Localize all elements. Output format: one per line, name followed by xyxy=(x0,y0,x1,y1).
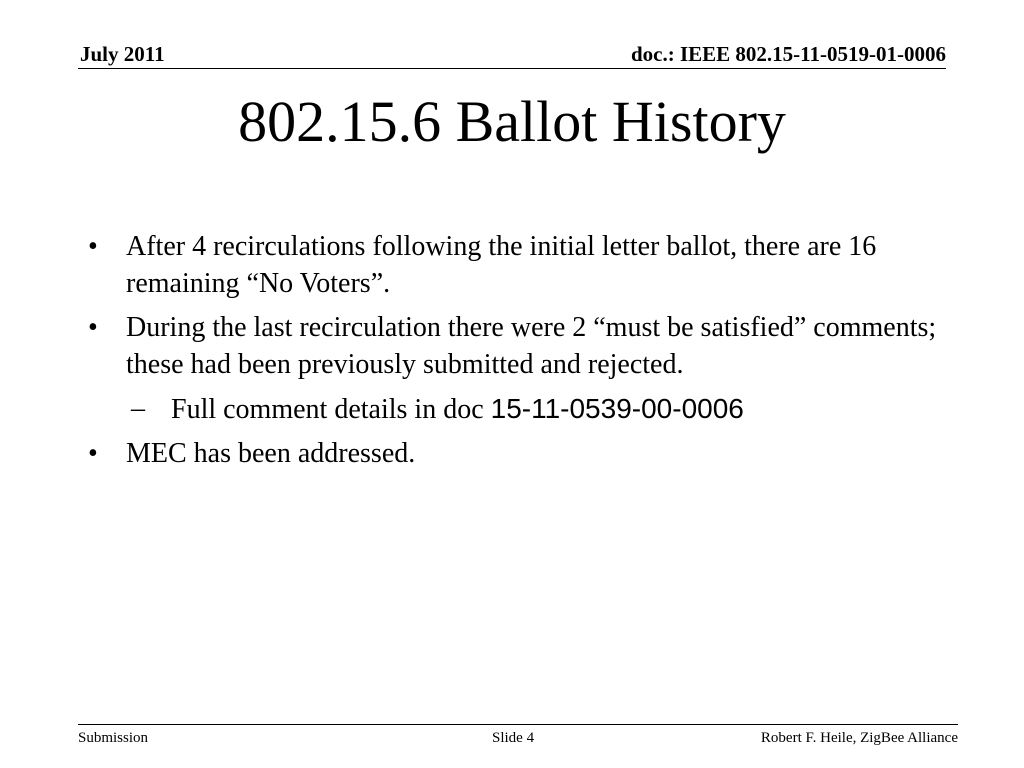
bullet-item xyxy=(84,435,974,472)
bullet-marker: • xyxy=(88,438,98,469)
footer-slide-number: Slide 4 xyxy=(492,730,535,746)
bullet-text: MEC has been addressed. xyxy=(126,438,416,469)
slide-title: 802.15.6 Ballot History xyxy=(238,89,786,154)
bullet-text: After 4 recirculations following the initial letter ballot, there are 16 remaining “No Voters”. xyxy=(126,231,877,299)
footer-submission: Submission xyxy=(78,730,149,746)
header-doc-id: doc.: IEEE 802.15-11-0519-01-0006 xyxy=(631,42,946,66)
bullet-list xyxy=(84,228,974,479)
bullet-item xyxy=(84,228,974,302)
bullet-text: During the last recirculation there were 2 “must be satisfied” comments; these had been previously submitted and rejected. xyxy=(126,312,937,380)
bullet-marker: • xyxy=(88,312,98,343)
header-date: July 2011 xyxy=(80,42,165,66)
bullet-item xyxy=(84,309,974,383)
sub-bullet-item xyxy=(84,390,974,428)
slide-footer xyxy=(78,724,958,751)
sub-bullet-text: Full comment details in doc xyxy=(171,394,491,425)
bullet-marker: • xyxy=(88,231,98,262)
doc-reference: 15-11-0539-00-0006 xyxy=(490,393,744,424)
footer-author: Robert F. Heile, ZigBee Alliance xyxy=(760,730,958,746)
sub-bullet-marker: – xyxy=(131,393,145,424)
slide-header xyxy=(78,40,946,69)
